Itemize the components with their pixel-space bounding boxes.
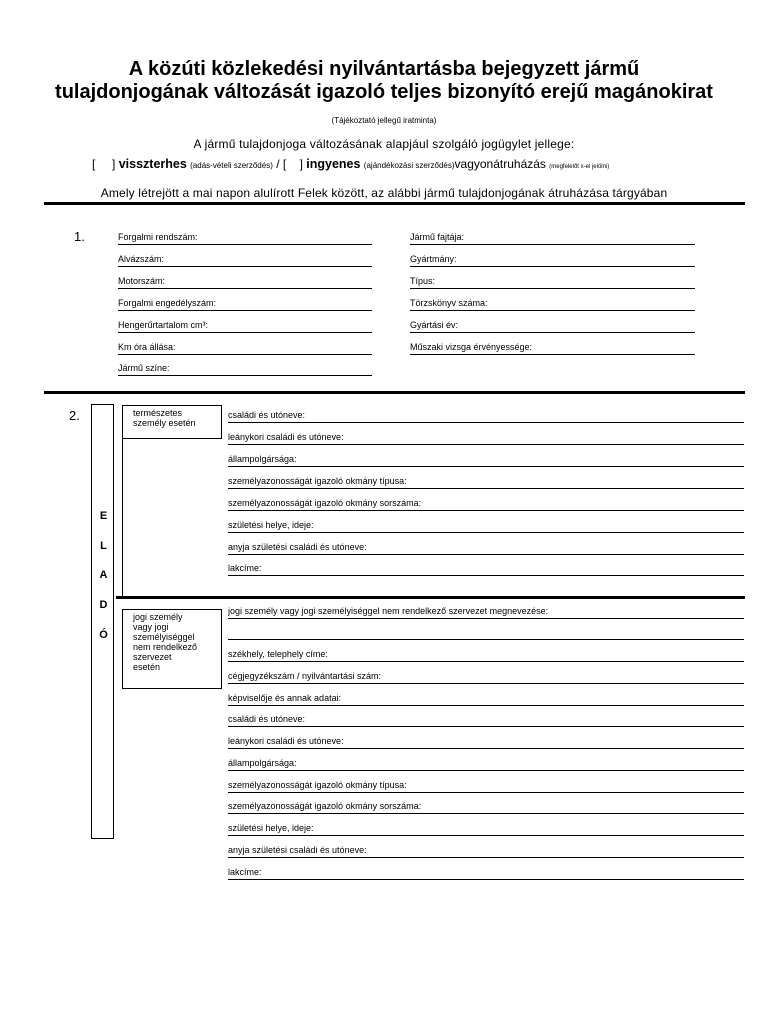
document-title-line-2: tulajdonjogának változását igazoló teljes bizonyító erejű magánokirat <box>55 81 713 103</box>
section-2-number: 2. <box>69 408 80 423</box>
option-ingyenes-sub: (ajándékozási szerződés) <box>363 161 455 170</box>
option-ingyenes-label: ingyenes <box>306 157 361 171</box>
legal-leanykori-nev[interactable]: leánykori családi és utóneve: <box>228 735 744 749</box>
transaction-type-intro: A jármű tulajdonjoga változásának alapjául szolgáló jogügylet jellege: <box>193 137 575 151</box>
field-alvazszam[interactable]: Alvázszám: <box>118 253 372 267</box>
field-gyartmany[interactable]: Gyártmány: <box>410 253 695 267</box>
natural-allampolgarsaga[interactable]: állampolgársága: <box>228 453 744 467</box>
seller-letter-d: D <box>99 599 108 611</box>
legal-megnevezes-continued[interactable] <box>228 626 744 640</box>
option-vagyonatruhazas-label: vagyonátruházás <box>454 157 546 171</box>
legal-label-line-3: személyiséggel <box>133 632 195 642</box>
section-1-number: 1. <box>74 229 85 244</box>
legal-csaladi-utoneve[interactable]: családi és utóneve: <box>228 713 744 727</box>
legal-okmany-tipusa[interactable]: személyazonosságát igazoló okmány típusa: <box>228 779 744 793</box>
legal-lakcime[interactable]: lakcíme: <box>228 866 744 880</box>
informational-note: (Tájékoztató jellegű iratminta) <box>331 116 437 125</box>
natural-szuletesi-hely-ido[interactable]: születési helye, ideje: <box>228 519 744 533</box>
field-torzskonyv-szama[interactable]: Törzskönyv száma: <box>410 297 695 311</box>
option-vagyonatruhazas-sub: (megfelelőt x-el jelölni) <box>549 164 610 170</box>
checkbox-ingyenes[interactable]: [ ] <box>282 157 303 171</box>
option-visszterhes-sub: (adás-vételi szerződés) <box>190 161 273 170</box>
checkbox-visszterhes[interactable]: [ ] <box>92 157 116 171</box>
divider-top <box>44 202 745 205</box>
divider-natural-legal <box>116 596 745 599</box>
field-jarmu-szine[interactable]: Jármű színe: <box>118 362 372 376</box>
field-muszaki-vizsga[interactable]: Műszaki vizsga érvényessége: <box>410 341 695 355</box>
transaction-type-options <box>92 157 609 171</box>
option-visszterhes-label: visszterhes <box>118 157 187 171</box>
field-forgalmi-engedelyszam[interactable]: Forgalmi engedélyszám: <box>118 297 372 311</box>
field-gyartasi-ev[interactable]: Gyártási év: <box>410 319 695 333</box>
natural-leanykori-nev[interactable]: leánykori családi és utóneve: <box>228 431 744 445</box>
field-tipus[interactable]: Típus: <box>410 275 695 289</box>
natural-person-label-box <box>122 405 222 439</box>
legal-label-line-5: szervezet <box>133 652 172 662</box>
legal-cegjegyzekszam[interactable]: cégjegyzékszám / nyilvántartási szám: <box>228 670 744 684</box>
document-title-line-1: A közúti közlekedési nyilvántartásba bejegyzett jármű <box>128 58 640 80</box>
natural-anyja-neve[interactable]: anyja születési családi és utóneve: <box>228 541 744 555</box>
divider-section-1-2 <box>44 391 745 394</box>
natural-csaladi-utoneve[interactable]: családi és utóneve: <box>228 409 744 423</box>
legal-anyja-neve[interactable]: anyja születési családi és utóneve: <box>228 844 744 858</box>
seller-letter-e: E <box>99 510 108 522</box>
options-separator: / <box>276 157 280 171</box>
natural-okmany-tipusa[interactable]: személyazonosságát igazoló okmány típusa: <box>228 475 744 489</box>
seller-letter-a: A <box>99 569 108 581</box>
natural-person-label-line-1: természetes <box>133 408 183 418</box>
field-motorszam[interactable]: Motorszám: <box>118 275 372 289</box>
seller-letter-l: L <box>100 540 107 552</box>
seller-letter-o: Ó <box>99 629 108 641</box>
legal-okmany-sorszama[interactable]: személyazonosságát igazoló okmány sorszáma: <box>228 800 744 814</box>
legal-label-line-2: vagy jogi <box>133 622 169 632</box>
natural-okmany-sorszama[interactable]: személyazonosságát igazoló okmány sorszáma: <box>228 497 744 511</box>
natural-person-label-line-2: személy esetén <box>133 418 196 428</box>
parties-statement: Amely létrejött a mai napon alulírott Felek között, az alábbi jármű tulajdonjogának átruházása tárgyában <box>100 186 668 200</box>
legal-label-line-4: nem rendelkező <box>133 642 198 652</box>
legal-megnevezes[interactable]: jogi személy vagy jogi személyiséggel nem rendelkező szervezet megnevezése: <box>228 605 744 619</box>
legal-szuletesi-hely-ido[interactable]: születési helye, ideje: <box>228 822 744 836</box>
field-forgalmi-rendszam[interactable]: Forgalmi rendszám: <box>118 231 372 245</box>
natural-person-left-rule <box>122 438 123 596</box>
legal-kepviselo[interactable]: képviselője és annak adatai: <box>228 692 744 706</box>
seller-side-label-box <box>91 404 114 839</box>
field-hengerurtartalom[interactable]: Hengerűrtartalom cm³: <box>118 319 372 333</box>
legal-allampolgarsaga[interactable]: állampolgársága: <box>228 757 744 771</box>
natural-lakcime[interactable]: lakcíme: <box>228 562 744 576</box>
legal-label-line-1: jogi személy <box>133 612 183 622</box>
field-jarmu-fajtaja[interactable]: Jármű fajtája: <box>410 231 695 245</box>
legal-person-label-box <box>122 609 222 689</box>
field-km-ora-allasa[interactable]: Km óra állása: <box>118 341 372 355</box>
legal-label-line-6: esetén <box>133 662 161 672</box>
legal-szekhely[interactable]: székhely, telephely címe: <box>228 648 744 662</box>
